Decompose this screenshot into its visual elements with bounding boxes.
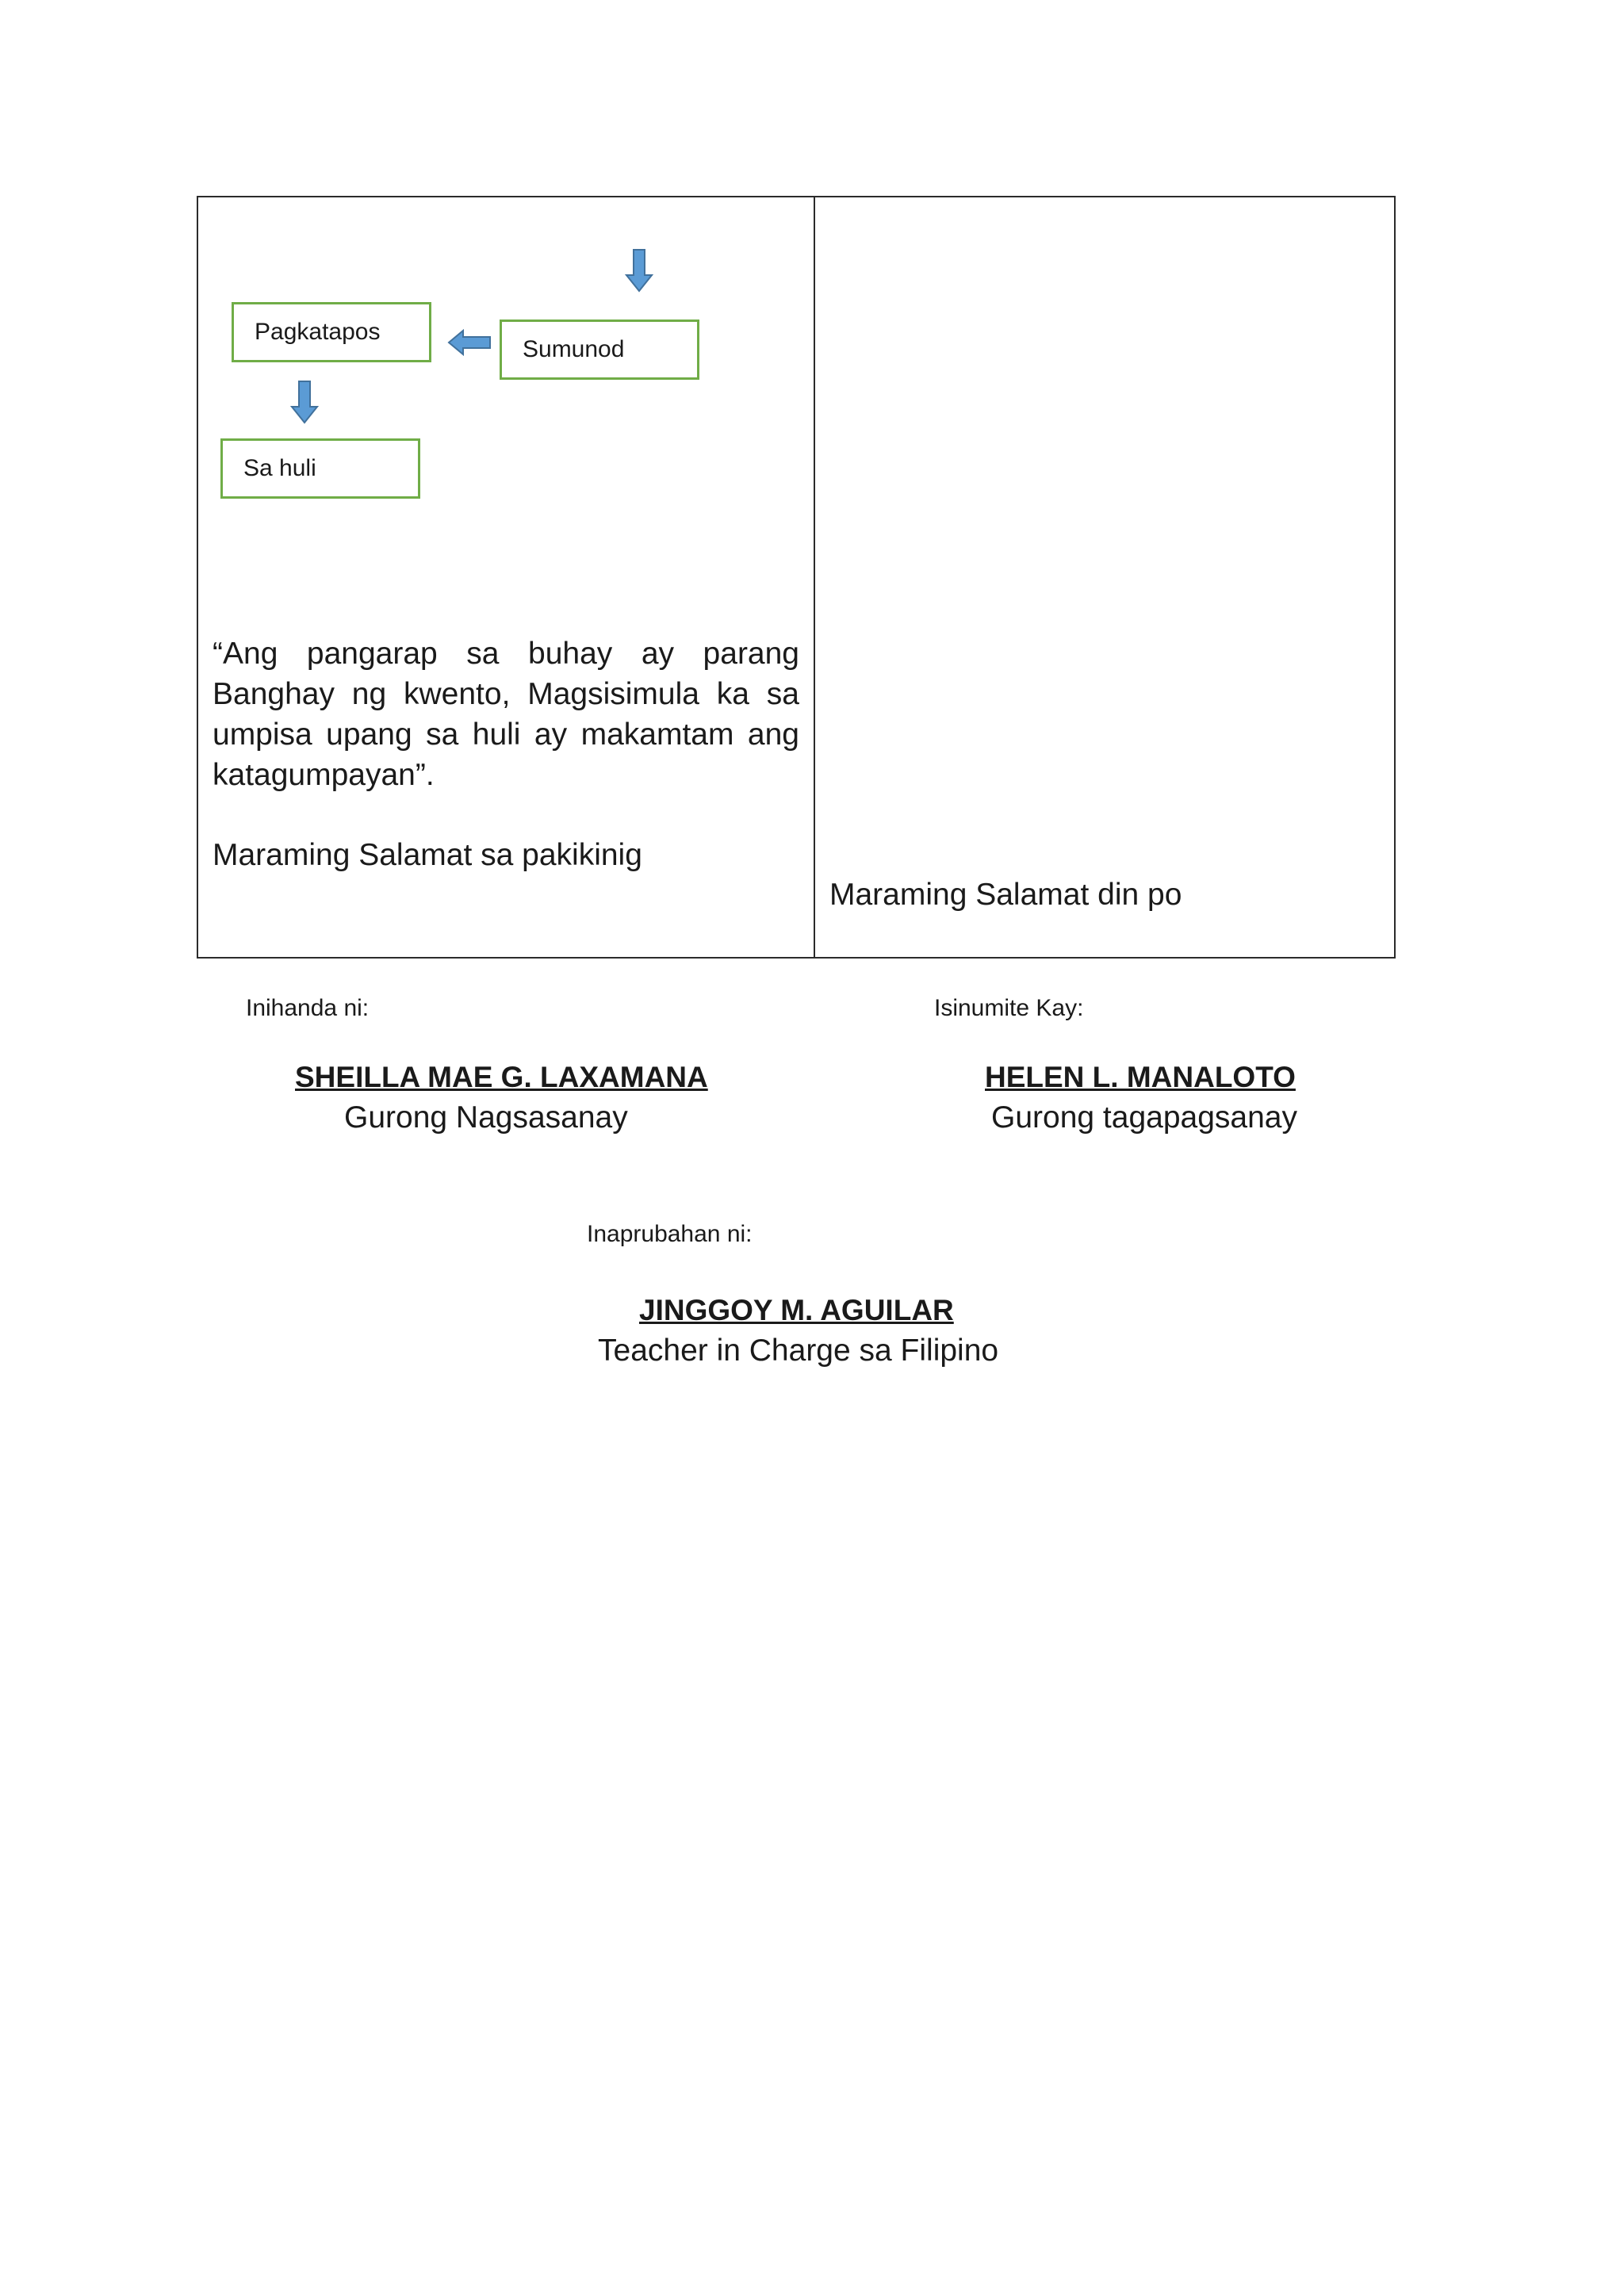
flow-box-label: Pagkatapos [255, 319, 381, 345]
closing-quote: “Ang pangarap sa buhay ay parang Banghay ng kwento, Magsisimula ka sa umpisa upang sa huli ay makamtam ang katagumpayan”. [213, 637, 799, 792]
flow-box-pagkatapos [232, 302, 431, 362]
approved-by-label: Inaprubahan ni: [587, 1221, 753, 1247]
submitted-to-name: HELEN L. MANALOTO [985, 1061, 1296, 1093]
prepared-by-name: SHEILLA MAE G. LAXAMANA [295, 1061, 708, 1093]
prepared-by-label: Inihanda ni: [246, 995, 370, 1021]
arrow-left-icon [447, 329, 492, 356]
arrow-down-icon [290, 380, 319, 424]
lesson-table [197, 196, 1396, 959]
flow-box-sumunod [500, 320, 699, 380]
approved-by-role: Teacher in Charge sa Filipino [598, 1334, 999, 1368]
flow-box-sa-huli [220, 438, 420, 499]
thanks-left-text: Maraming Salamat sa pakikinig [213, 838, 642, 872]
arrow-down-icon [625, 248, 653, 293]
prepared-by-role: Gurong Nagsasanay [344, 1100, 628, 1135]
approved-by-name: JINGGOY M. AGUILAR [639, 1294, 954, 1326]
submitted-to-role: Gurong tagapagsanay [991, 1100, 1297, 1135]
flow-box-label: Sumunod [523, 336, 625, 362]
submitted-to-label: Isinumite Kay: [934, 995, 1084, 1021]
flow-box-label: Sa huli [243, 455, 316, 481]
column-divider [814, 197, 815, 957]
thanks-right-text: Maraming Salamat din po [829, 878, 1182, 912]
